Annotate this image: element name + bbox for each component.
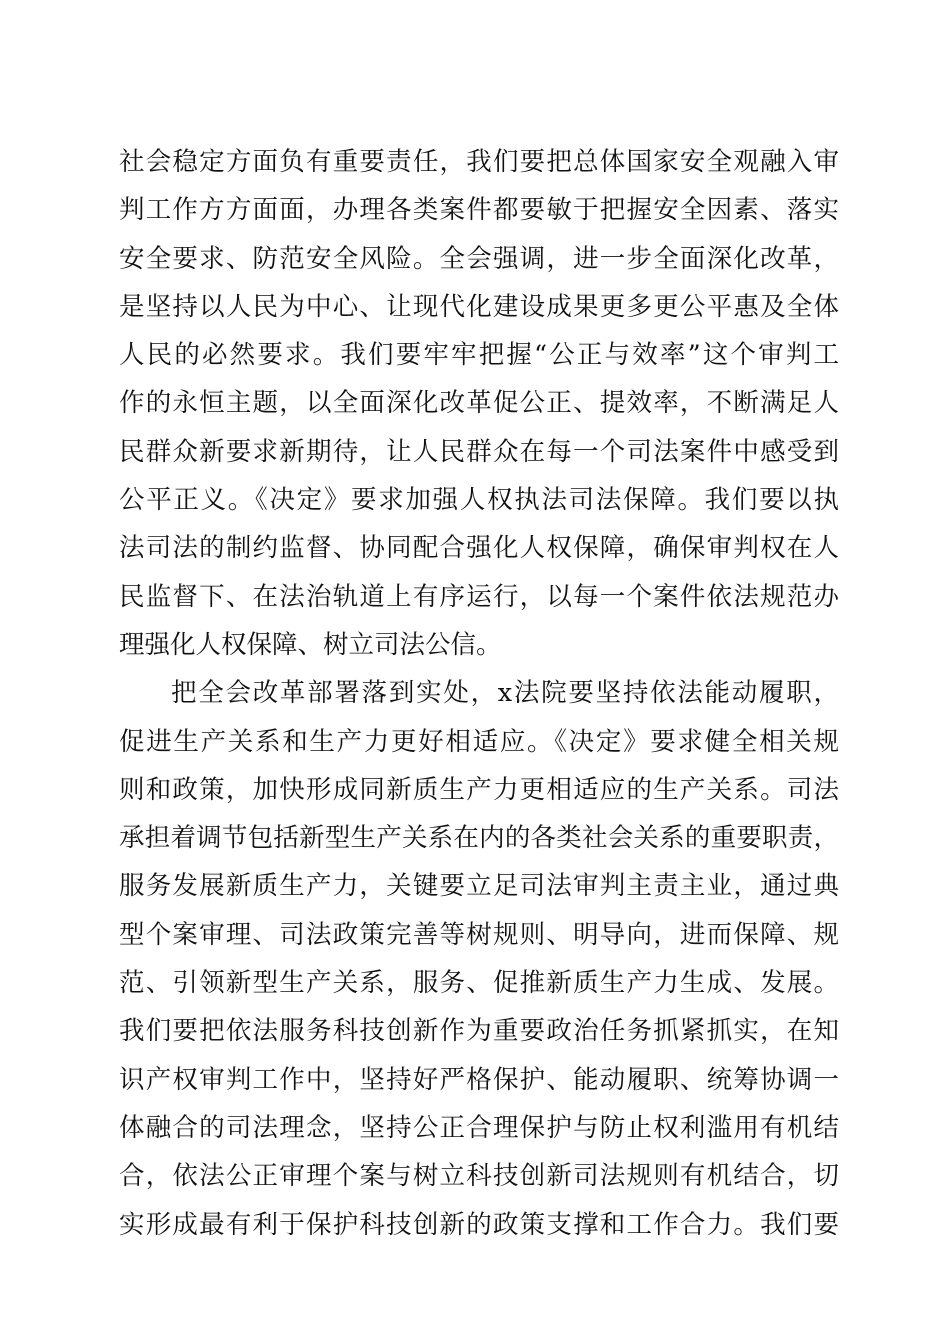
paragraph-line: 我们要把依法服务科技创新作为重要政治任务抓紧抓实，在知 [119, 1016, 839, 1047]
paragraph-line: 社会稳定方面负有重要责任，我们要把总体国家安全观融入审 [119, 147, 839, 177]
paragraph-line: 安全要求、防范安全风险。全会强调，进一步全面深化改革， [119, 243, 839, 274]
paragraph-line: 民群众新要求新期待，让人民群众在每一个司法案件中感受到 [119, 436, 839, 467]
paragraph-line: 则和政策，加快形成同新质生产力更相适应的生产关系。司法 [119, 774, 839, 805]
paragraph-line: 把全会改革部署落到实处，x法院要坚持依法能动履职， [171, 678, 839, 709]
paragraph-line: 承担着调节包括新型生产关系在内的各类社会关系的重要职责， [119, 823, 839, 854]
paragraph-line: 法司法的制约监督、协同配合强化人权保障，确保审判权在人 [119, 533, 839, 564]
paragraph-line: 合，依法公正审理个案与树立科技创新司法规则有机结合，切 [119, 1161, 839, 1192]
paragraph-2 [119, 669, 839, 1249]
paragraph-line: 理强化人权保障、树立司法公信。 [119, 629, 502, 660]
paragraph-line: 民监督下、在法治轨道上有序运行，以每一个案件依法规范办 [119, 581, 839, 612]
paragraph-line: 范、引领新型生产关系，服务、促推新质生产力生成、发展。 [119, 968, 839, 999]
paragraph-line: 体融合的司法理念，坚持公正合理保护与防止权利滥用有机结 [119, 1112, 839, 1143]
paragraph-line: 促进生产关系和生产力更好相适应。《决定》要求健全相关规 [119, 726, 839, 757]
paragraph-line: 是坚持以人民为中心、让现代化建设成果更多更公平惠及全体 [119, 291, 839, 322]
paragraph-line: 服务发展新质生产力，关键要立足司法审判主责主业，通过典 [119, 871, 839, 902]
paragraph-line: 判工作方方面面，办理各类案件都要敏于把握安全因素、落实 [119, 195, 839, 226]
paragraph-line: 人民的必然要求。我们要牢牢把握“公正与效率”这个审判工 [119, 340, 839, 371]
document-body [119, 138, 839, 1249]
paragraph-line: 公平正义。《决定》要求加强人权执法司法保障。我们要以执 [119, 485, 839, 516]
paragraph-1 [119, 138, 839, 669]
paragraph-line: 型个案审理、司法政策完善等树规则、明导向，进而保障、规 [119, 919, 839, 950]
paragraph-line: 实形成最有利于保护科技创新的政策支撑和工作合力。我们要 [119, 1209, 839, 1240]
paragraph-line: 作的永恒主题，以全面深化改革促公正、提效率，不断满足人 [119, 388, 839, 419]
paragraph-line: 识产权审判工作中，坚持好严格保护、能动履职、统筹协调一 [119, 1064, 839, 1095]
